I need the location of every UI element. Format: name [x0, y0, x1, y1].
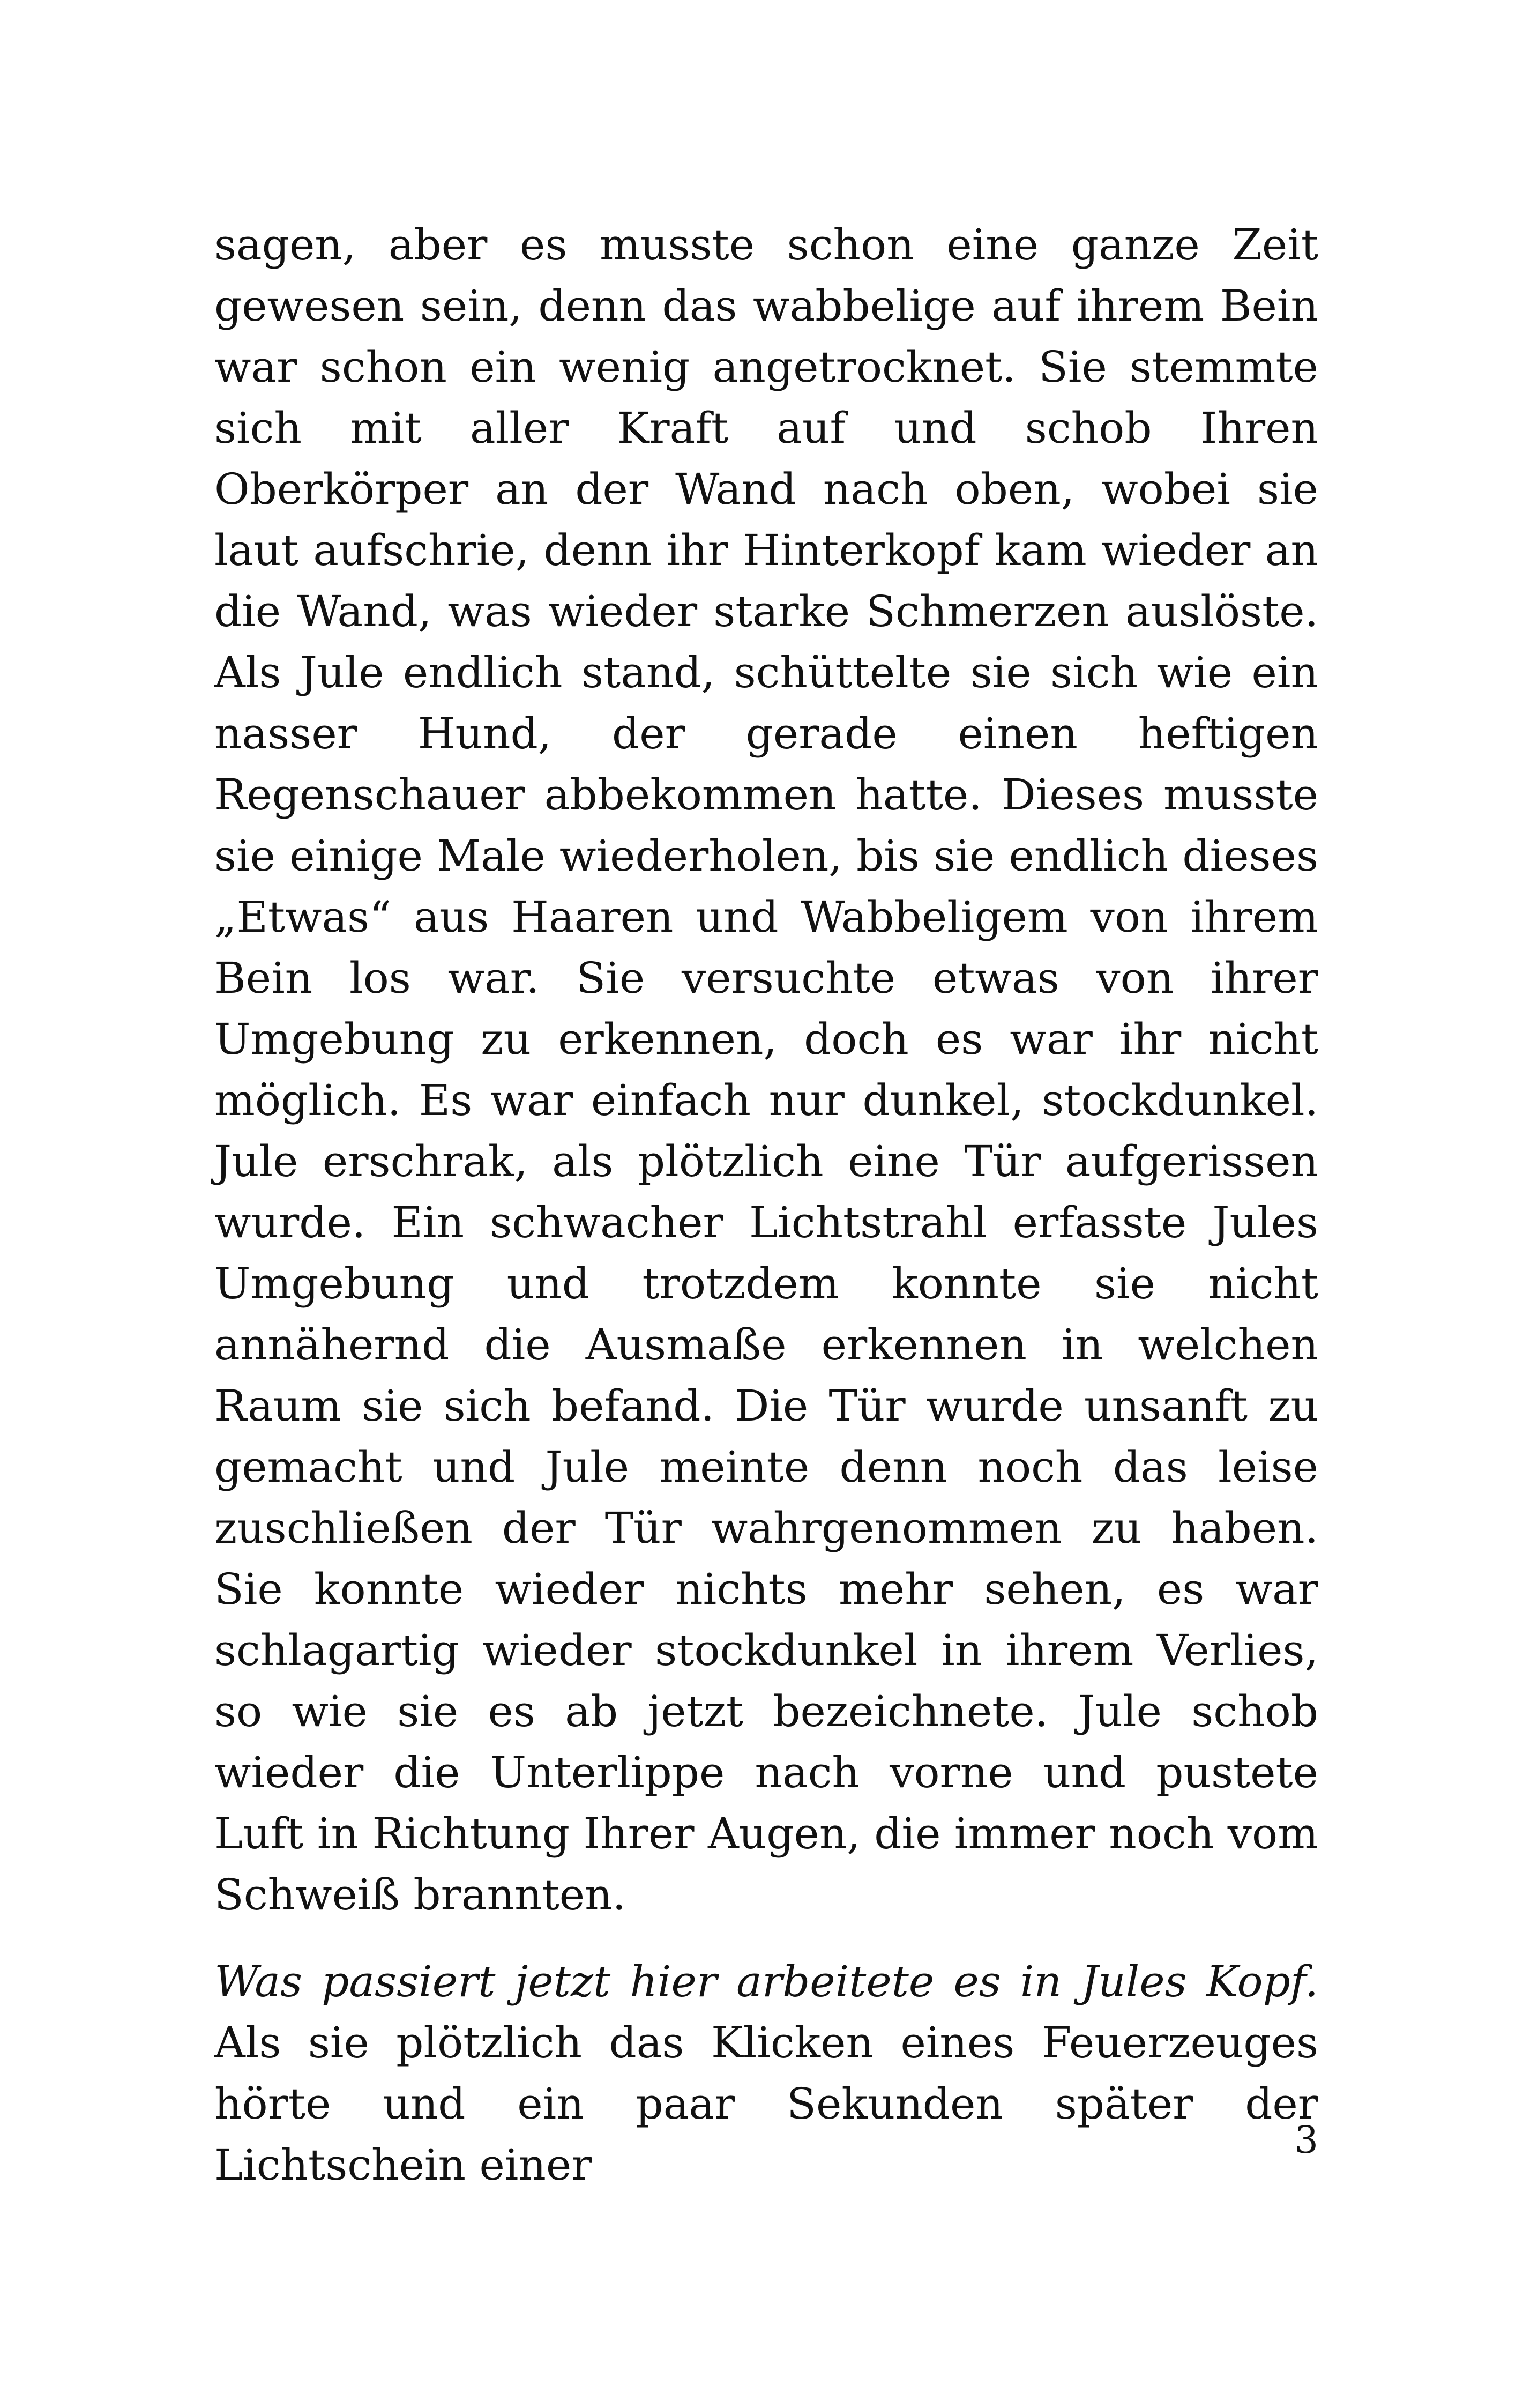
- body-text: [214, 214, 1318, 2196]
- paragraph-2-text: Als sie plötzlich das Klicken eines Feuerzeuges hörte und ein paar Sekunden später der Lichtschein einer: [214, 2018, 1318, 2190]
- paragraph-1-text: sagen, aber es musste schon eine ganze Zeit gewesen sein, denn das wabbelige auf ihrem Bein war schon ein wenig angetrocknet. Sie stemmte sich mit aller Kraft auf und schob Ihren Oberkörper an der Wand nach oben, wobei sie laut aufschrie, denn ihr Hinterkopf kam wieder an die Wand, was wieder starke Schmerzen auslöste. Als Jule endlich stand, schüttelte sie sich wie ein nasser Hund, der gerade einen heftigen Regenschauer abbekommen hatte. Dieses musste sie einige Male wiederholen, bis sie endlich dieses „Etwas“ aus Haaren und Wabbeligem von ihrem Bein los war. Sie versuchte etwas von ihrer Umgebung zu erkennen, doch es war ihr nicht möglich. Es war einfach nur dunkel, stockdunkel. Jule erschrak, als plötzlich eine Tür aufgerissen wurde. Ein schwacher Lichtstrahl erfasste Jules Umgebung und trotzdem konnte sie nicht annähernd die Ausmaße erkennen in welchen Raum sie sich befand. Die Tür wurde unsanft zu gemacht und Jule meinte denn noch das leise zuschließen der Tür wahrgenommen zu haben. Sie konnte wieder nichts mehr sehen, es war schlagartig wieder stockdunkel in ihrem Verlies, so wie sie es ab jetzt bezeichnete. Jule schob wieder die Unterlippe nach vorne und pustete Luft in Richtung Ihrer Augen, die immer noch vom Schweiß brannten.: [214, 220, 1318, 1920]
- paragraph-1: [214, 214, 1318, 1926]
- paragraph-2: [214, 1951, 1318, 2196]
- paragraph-2-italic-thought: Was passiert jetzt hier arbeitete es in Jules Kopf.: [214, 1957, 1318, 2006]
- page-number: 3: [1294, 2118, 1318, 2162]
